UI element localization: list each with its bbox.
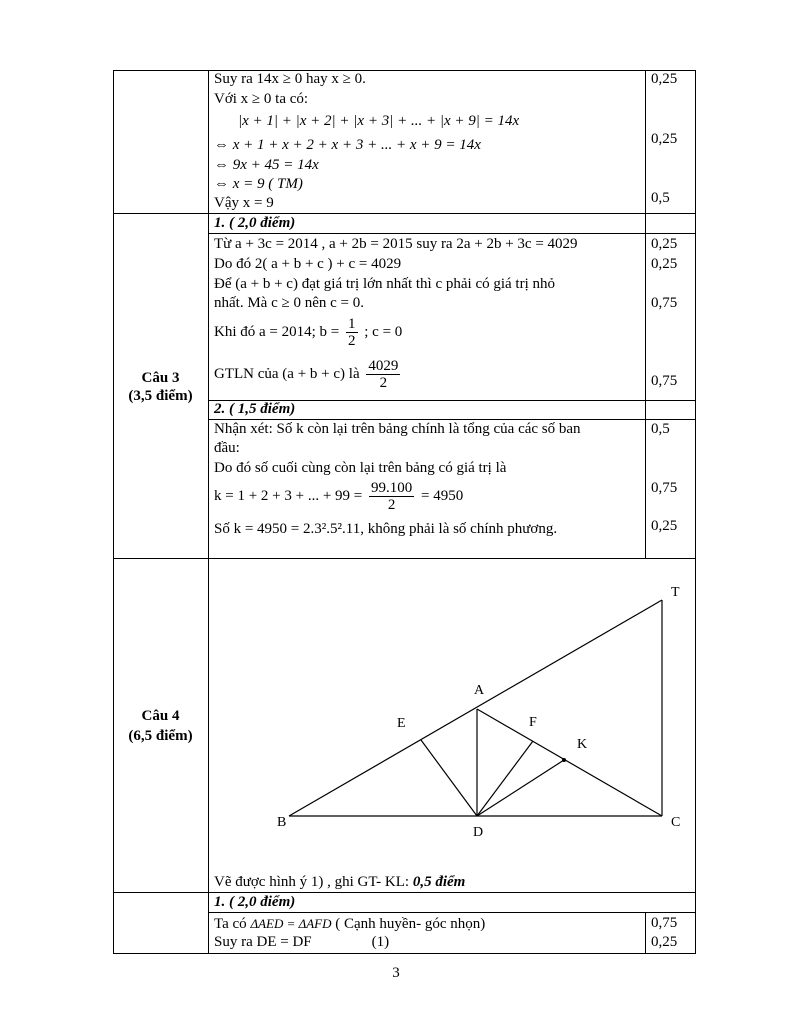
top-line-2: Với x ≥ 0 ta có: <box>214 91 309 107</box>
top-line-3: |x + 1| + |x + 2| + |x + 3| + ... + |x + 9| = 14x <box>238 113 520 129</box>
point-K <box>562 758 566 762</box>
top-score-2: 0,25 <box>651 131 678 147</box>
line4-post: = 4950 <box>421 488 464 504</box>
frac-den: 2 <box>379 375 388 391</box>
table-top <box>113 70 696 71</box>
table-divider-2b <box>645 912 646 954</box>
caption-score: 0,5 điểm <box>412 874 466 890</box>
cau3-p1-line6 <box>214 358 403 391</box>
cau3-part2-heading: 2. ( 1,5 điểm) <box>214 401 296 417</box>
page-number: 3 <box>392 965 400 981</box>
top-line-7: Vậy x = 9 <box>214 195 274 211</box>
segment-KD <box>477 760 564 816</box>
cau4-p1-score-2: 0,25 <box>651 934 678 950</box>
cau3-p2-line5: Số k = 4950 = 2.3².5².11, không phải là số chính phương. <box>214 521 558 537</box>
cau4-label: Câu 4 <box>141 708 180 724</box>
fraction-one-half <box>346 316 358 349</box>
cau4-part1-heading: 1. ( 2,0 điểm) <box>214 894 296 910</box>
cau3-p2-score-2: 0,75 <box>651 480 678 496</box>
cau3-p1-score-4: 0,75 <box>651 373 678 389</box>
cau3-p1-line5 <box>214 316 402 349</box>
cau3-points: (3,5 điểm) <box>128 388 193 404</box>
cau3-p1-score-3: 0,75 <box>651 295 678 311</box>
line5-pre: Khi đó a = 2014; b = <box>214 324 340 340</box>
frac-num: 1 <box>348 316 356 332</box>
label-C: C <box>671 815 681 830</box>
label-B: B <box>277 815 287 830</box>
frac-num: 99.100 <box>371 480 413 496</box>
cau4-p1-line2: Suy ra DE = DF (1) <box>214 934 390 950</box>
cau3-p1-line2: Do đó 2( a + b + c ) + c = 4029 <box>214 256 402 272</box>
segment-AC <box>477 709 662 816</box>
fraction-4029-half <box>366 358 400 391</box>
line1-pre: Ta có <box>214 916 247 932</box>
cau3-p2-line2: đầu: <box>214 440 240 456</box>
cau3-part1-heading: 1. ( 2,0 điểm) <box>214 215 296 231</box>
segment-FD <box>477 741 533 816</box>
table-divider-2 <box>645 70 646 558</box>
cau4-p1-score-1: 0,75 <box>651 915 678 931</box>
label-F: F <box>529 715 537 730</box>
cau4-points: (6,5 điểm) <box>128 728 193 744</box>
label-D: D <box>473 825 484 840</box>
line5-post: ; c = 0 <box>364 324 403 340</box>
subrow-separator-3 <box>208 419 696 420</box>
fraction-99-100 <box>369 480 414 513</box>
line6-pre: GTLN của (a + b + c) là <box>214 366 360 382</box>
top-line-6: ⇔ x = 9 ( TM) <box>214 176 303 192</box>
cau3-p1-line3: Để (a + b + c) đạt giá trị lớn nhất thì c phải có giá trị nhỏ <box>214 276 556 292</box>
top-line-4: ⇔ x + 1 + x + 2 + x + 3 + ... + x + 9 = 14x <box>214 137 481 153</box>
geometry-figure <box>209 559 695 879</box>
line4-pre: k = 1 + 2 + 3 + ... + 99 = <box>214 488 363 504</box>
cau4-p1-line1 <box>214 915 485 933</box>
cau3-p1-line1: Từ a + 3c = 2014 , a + 2b = 2015 suy ra 2a + 2b + 3c = 4029 <box>214 236 578 252</box>
cau3-p2-line3: Do đó số cuối cùng còn lại trên bảng có giá trị là <box>214 460 507 476</box>
cau3-p2-score-3: 0,25 <box>651 518 678 534</box>
line1-post: ( Cạnh huyền- góc nhọn) <box>335 916 486 932</box>
cau4-caption <box>214 874 465 891</box>
cau3-p2-line1: Nhận xét: Số k còn lại trên bảng chính là tổng của các số ban <box>214 421 581 437</box>
top-line-5: ⇔ 9x + 45 = 14x <box>214 157 319 173</box>
cau3-p1-score-1: 0,25 <box>651 236 678 252</box>
table-border-right <box>695 70 696 954</box>
table-border-left <box>113 70 114 954</box>
label-E: E <box>397 716 406 731</box>
label-K: K <box>577 737 588 752</box>
subrow-separator-4 <box>208 912 696 913</box>
caption-text: Vẽ được hình ý 1) , ghi GT- KL: <box>214 874 410 890</box>
frac-num: 4029 <box>368 358 399 374</box>
row-separator-3 <box>113 892 696 893</box>
top-score-1: 0,25 <box>651 71 678 87</box>
cau3-label: Câu 3 <box>141 370 180 386</box>
cau3-p2-line4 <box>214 480 463 513</box>
top-score-3: 0,5 <box>651 190 670 206</box>
frac-den: 2 <box>387 497 396 513</box>
table-bottom <box>113 953 696 954</box>
label-T: T <box>671 585 680 600</box>
cau3-p2-score-1: 0,5 <box>651 421 670 437</box>
triangle-congruence: ΔAED = ΔAFD <box>250 916 332 931</box>
cau3-p1-line4: nhất. Mà c ≥ 0 nên c = 0. <box>214 295 364 311</box>
segment-ED <box>421 740 477 816</box>
cau3-p1-score-2: 0,25 <box>651 256 678 272</box>
subrow-separator-1 <box>208 233 696 234</box>
row-separator-1 <box>113 213 696 214</box>
top-line-1: Suy ra 14x ≥ 0 hay x ≥ 0. <box>214 71 366 87</box>
label-A: A <box>474 683 485 698</box>
frac-den: 2 <box>348 333 356 349</box>
